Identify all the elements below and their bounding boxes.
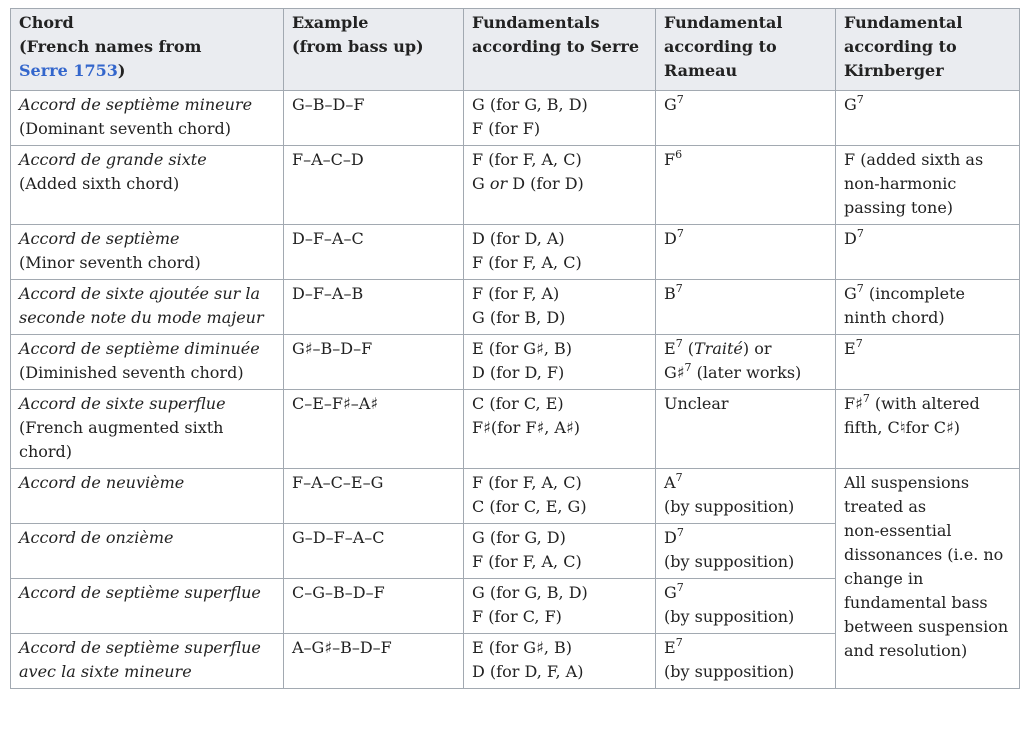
serre-cell [464,146,656,225]
header-serre-line1: Fundamentals [472,13,600,32]
suspension-note-line: non-essential [844,521,952,540]
serre-1753-link[interactable]: Serre 1753 [19,61,118,80]
example-cell: F–A–C–D [284,146,464,225]
table-row [11,469,1020,524]
header-rameau-line3: Rameau [664,61,738,80]
serre-or: or [489,174,508,193]
header-serre [464,9,656,91]
chord-cell [11,469,284,524]
serre-line: C (for C, E) [472,394,564,413]
serre-line: D (for D, F, A) [472,662,584,681]
example-cell: G–D–F–A–C [284,524,464,579]
rameau-sup: 7 [676,92,684,106]
rameau-root: B [664,284,676,303]
rameau-sup: 7 [675,470,683,484]
rameau-cell: Unclear [656,390,836,469]
serre-line: D (for D, A) [472,229,565,248]
chord-name: seconde note du mode majeur [19,308,264,327]
header-chord-line2: (French names from [19,37,202,56]
serre-line: C (for C, E, G) [472,497,587,516]
header-kirn-line3: Kirnberger [844,61,944,80]
rameau-sup: 7 [675,281,683,295]
serre-cell [464,91,656,146]
example-cell: C–G–B–D–F [284,579,464,634]
serre-line: D (for D, F) [472,363,565,382]
serre-line: G (for G, D) [472,528,566,547]
header-chord-line1: Chord [19,13,74,32]
chord-name: Accord de onzième [19,528,174,547]
kirn-sup: 7 [862,391,870,405]
rameau-sup: 7 [676,525,684,539]
rameau-sup: 6 [675,147,683,161]
rameau-root: D [664,528,677,547]
chord-name: Accord de septième superflue [19,583,261,602]
rameau-text: ) or [742,339,772,358]
suspension-note-line: between suspension [844,617,1009,636]
rameau-sup: 7 [676,226,684,240]
chord-english: chord) [19,442,73,461]
serre-cell [464,634,656,689]
serre-line: F (for F, A, C) [472,150,582,169]
kirn-root: E [844,339,856,358]
serre-cell [464,335,656,390]
rameau-root: F [664,150,676,169]
header-rameau [656,9,836,91]
suspension-note-line: All suspensions [844,473,970,492]
table-row [11,335,1020,390]
chord-cell [11,225,284,280]
chord-cell [11,634,284,689]
kirn-line: ninth chord) [844,308,945,327]
chord-name: avec la sixte mineure [19,662,192,681]
rameau-root: D [664,229,677,248]
header-chord-close: ) [117,61,126,80]
serre-cell [464,280,656,335]
rameau-cell [656,280,836,335]
suspension-note-line: treated as [844,497,927,516]
table-row [11,91,1020,146]
serre-line: F (for F, A) [472,284,560,303]
suspension-note-line: fundamental bass [844,593,988,612]
serre-cell [464,579,656,634]
header-kirnberger [836,9,1020,91]
serre-cell [464,469,656,524]
example-cell: D–F–A–B [284,280,464,335]
chord-name: Accord de grande sixte [19,150,207,169]
rameau-text: ( [682,339,695,358]
chord-cell [11,524,284,579]
serre-line: F♯(for F♯, A♯) [472,418,580,437]
header-chord [11,9,284,91]
chord-english: (Dominant seventh chord) [19,119,231,138]
serre-line: G (for B, D) [472,308,566,327]
rameau-sup: 7 [675,336,683,350]
table-row [11,390,1020,469]
chord-cell [11,91,284,146]
chord-name: Accord de sixte superflue [19,394,226,413]
chord-cell [11,146,284,225]
example-cell: C–E–F♯–A♯ [284,390,464,469]
rameau-cell [656,579,836,634]
rameau-sup: 7 [675,635,683,649]
header-kirn-line1: Fundamental [844,13,963,32]
serre-line: F (for C, F) [472,607,562,626]
chord-english: (Diminished seventh chord) [19,363,244,382]
table-container [10,8,1019,689]
kirn-sup: 7 [856,226,864,240]
chord-english: (Minor seventh chord) [19,253,201,272]
rameau-note: (by supposition) [664,497,795,516]
suspension-note-line: dissonances (i.e. no [844,545,1004,564]
serre-line: E (for G♯, B) [472,638,572,657]
chord-name: Accord de septième diminuée [19,339,260,358]
serre-line: F (for F, A, C) [472,473,582,492]
chord-cell [11,280,284,335]
kirnberger-cell [836,280,1020,335]
table-row [11,225,1020,280]
rameau-traite: Traité [694,339,743,358]
suspension-note-line: and resolution) [844,641,968,660]
kirn-sup: 7 [855,336,863,350]
chord-table [10,8,1020,689]
example-cell: G♯–B–D–F [284,335,464,390]
header-row [11,9,1020,91]
chord-english: (French augmented sixth [19,418,224,437]
example-cell: A–G♯–B–D–F [284,634,464,689]
kirnberger-cell [836,146,1020,225]
kirn-line: fifth, C♮for C♯) [844,418,960,437]
rameau-root: E [664,339,676,358]
rameau-cell [656,146,836,225]
kirn-sup: 7 [856,92,864,106]
rameau-sup: 7 [676,580,684,594]
chord-name: Accord de septième mineure [19,95,253,114]
suspension-note-cell [836,469,1020,689]
serre-line: G (for G, B, D) [472,583,588,602]
rameau-note: (by supposition) [664,552,795,571]
rameau-cell [656,91,836,146]
header-kirn-line2: according to [844,37,957,56]
serre-line: F (for F) [472,119,541,138]
chord-cell [11,579,284,634]
serre-line: G (for G, B, D) [472,95,588,114]
chord-english: (Added sixth chord) [19,174,180,193]
kirn-root: D [844,229,857,248]
header-example-line1: Example [292,13,369,32]
chord-name: Accord de septième [19,229,180,248]
example-cell: F–A–C–E–G [284,469,464,524]
rameau-cell [656,225,836,280]
rameau-cell [656,524,836,579]
serre-line: E (for G♯, B) [472,339,572,358]
kirn-line: passing tone) [844,198,954,217]
header-example-line2: (from bass up) [292,37,424,56]
serre-cell [464,524,656,579]
chord-name: Accord de neuvième [19,473,185,492]
kirn-root: G [844,284,857,303]
example-cell: D–F–A–C [284,225,464,280]
suspension-note-line: change in [844,569,924,588]
header-example [284,9,464,91]
rameau-cell [656,469,836,524]
rameau-sup: 7 [684,360,692,374]
chord-name: Accord de septième superflue [19,638,261,657]
rameau-root: G [664,95,677,114]
kirnberger-cell [836,390,1020,469]
kirnberger-cell [836,335,1020,390]
rameau-root: A [664,473,676,492]
chord-cell [11,335,284,390]
header-serre-line2: according to Serre [472,37,640,56]
kirn-line: non-harmonic [844,174,957,193]
chord-cell [11,390,284,469]
kirn-line: F (added sixth as [844,150,984,169]
kirn-sup: 7 [856,281,864,295]
header-rameau-line2: according to [664,37,777,56]
table-row [11,146,1020,225]
rameau-text: (later works) [691,363,802,382]
kirn-root: G [844,95,857,114]
serre-line: F (for F, A, C) [472,552,582,571]
serre-text: D (for D) [507,174,584,193]
rameau-cell [656,634,836,689]
kirn-root: F♯ [844,394,863,413]
rameau-cell [656,335,836,390]
chord-name: Accord de sixte ajoutée sur la [19,284,261,303]
rameau-root: G♯ [664,363,685,382]
serre-line: F (for F, A, C) [472,253,582,272]
rameau-root: E [664,638,676,657]
header-rameau-line1: Fundamental [664,13,783,32]
kirn-text: (with altered [869,394,980,413]
rameau-note: (by supposition) [664,662,795,681]
serre-cell [464,390,656,469]
kirnberger-cell [836,91,1020,146]
rameau-note: (by supposition) [664,607,795,626]
rameau-root: G [664,583,677,602]
serre-text: G [472,174,490,193]
kirnberger-cell [836,225,1020,280]
serre-cell [464,225,656,280]
table-row [11,280,1020,335]
kirn-text: (incomplete [863,284,966,303]
example-cell: G–B–D–F [284,91,464,146]
